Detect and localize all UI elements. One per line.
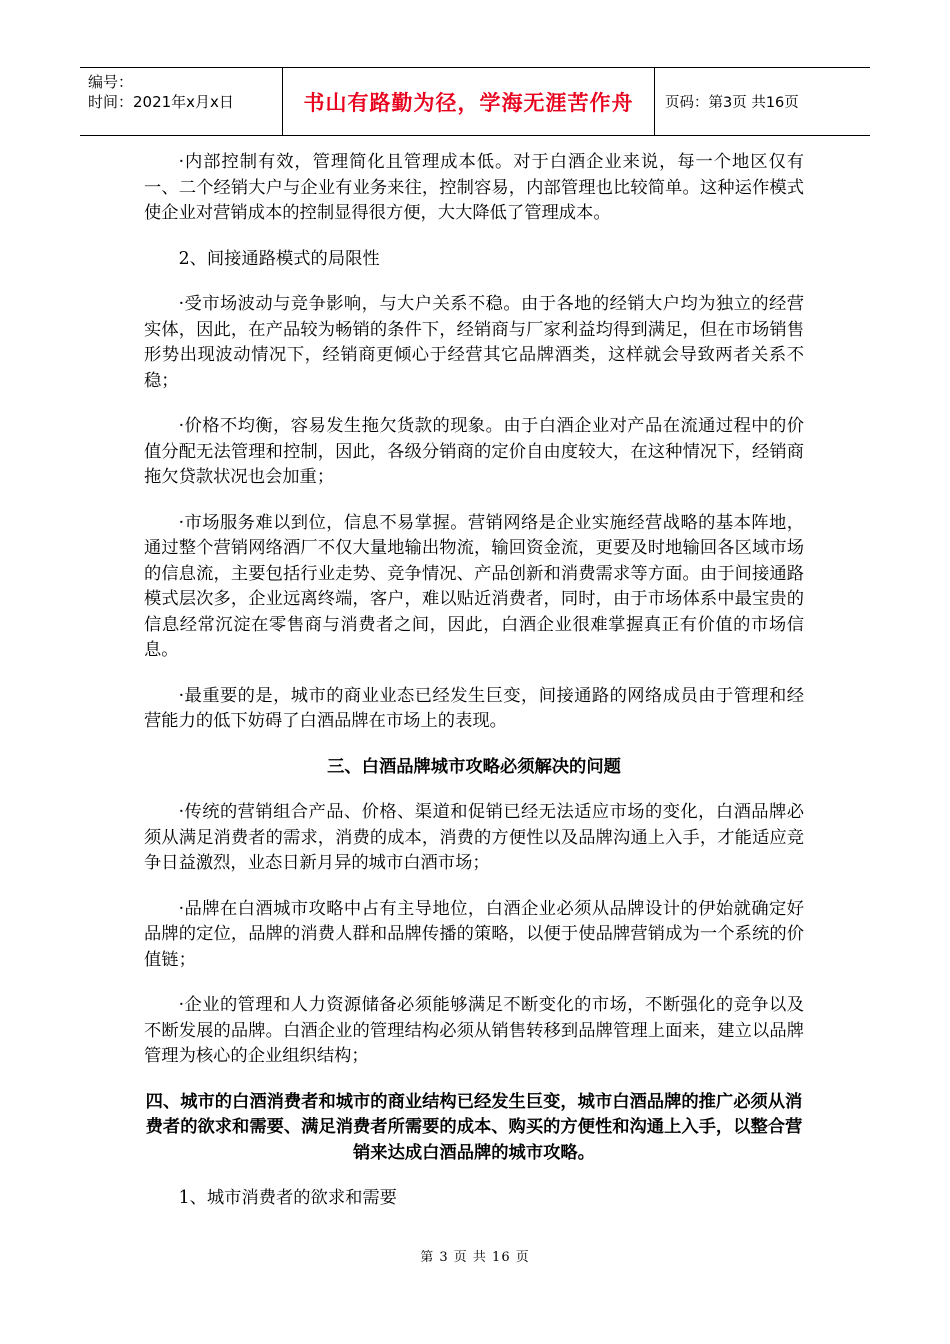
page-info: 页码：第3页 共16页 [665, 95, 799, 111]
paragraph: ·市场服务难以到位，信息不易掌握。营销网络是企业实施经营战略的基本阵地，通过整个营销网络酒厂不仅大量地输出物流，输回资金流，更要及时地输回各区域市场的信息流，主要包括行业走势、竞争情况、产品创新和消费需求等方面。由于间接通路模式层次多，企业远离终端，客户，难以贴近消费者，同时，由于市场体系中最宝贵的信息经常沉淀在零售商与消费者之间，因此，白酒企业很难掌握真正有价值的市场信息。 [144, 512, 804, 660]
motto: 书山有路勤为径，学海无涯苦作舟 [303, 90, 634, 115]
paragraph: ·受市场波动与竞争影响，与大户关系不稳。由于各地的经销大户均为独立的经营实体，因此，在产品较为畅销的条件下，经销商与厂家利益均得到满足，但在市场销售形势出现波动情况下，经销商更倾心于经营其它品牌酒类，这样就会导致两者关系不稳； [144, 294, 804, 391]
section-heading: 四、城市的白酒消费者和城市的商业结构已经发生巨变，城市白酒品牌的推广必须从消费者的欲求和需要、满足消费者所需要的成本、购买的方便性和沟通上入手，以整合营销来达成白酒品牌的城市攻略。 [145, 1091, 803, 1163]
document-body [144, 150, 804, 1232]
paragraph: ·内部控制有效，管理简化且管理成本低。对于白酒企业来说，每一个地区仅有一、二个经销大户与企业有业务来往，控制容易，内部管理也比较简单。这种运作模式使企业对营销成本的控制显得很方便，大大降低了管理成本。 [144, 152, 804, 223]
paragraph: ·最重要的是，城市的商业业态已经发生巨变，间接通路的网络成员由于管理和经营能力的低下妨碍了白酒品牌在市场上的表现。 [144, 685, 804, 731]
subheading: 1、城市消费者的欲求和需要 [178, 1188, 397, 1208]
page-footer: 第 3 页 共 16 页 [420, 1250, 530, 1265]
subheading: 2、间接通路模式的局限性 [178, 248, 380, 269]
header-page-info [655, 68, 870, 135]
paragraph: ·企业的管理和人力资源储备必须能够满足不断变化的市场，不断强化的竞争以及不断发展的品牌。白酒企业的管理结构必须从销售转移到品牌管理上面来，建立以品牌管理为核心的企业组织结构； [144, 995, 804, 1066]
header-motto-cell [283, 68, 655, 135]
paragraph: ·品牌在白酒城市攻略中占有主导地位，白酒企业必须从品牌设计的伊始就确定好品牌的定位，品牌的消费人群和品牌传播的策略，以便于使品牌营销成为一个系统的价值链； [144, 898, 804, 970]
paragraph: ·传统的营销组合产品、价格、渠道和促销已经无法适应市场的变化，白酒品牌必须从满足消费者的需求，消费的成本，消费的方便性以及品牌沟通上入手，才能适应竞争日益激烈，业态日新月异的城市白酒市场； [144, 802, 804, 873]
date-label: 时间：2021年x月x日 [88, 93, 234, 111]
page-header [80, 67, 870, 136]
header-meta [80, 68, 283, 135]
section-heading: 三、白酒品牌城市攻略必须解决的问题 [327, 756, 621, 777]
number-label: 编号： [88, 73, 134, 91]
paragraph: ·价格不均衡，容易发生拖欠货款的现象。由于白酒企业对产品在流通过程中的价值分配无法管理和控制，因此，各级分销商的定价自由度较大，在这种情况下，经销商拖欠贷款状况也会加重； [144, 416, 804, 487]
